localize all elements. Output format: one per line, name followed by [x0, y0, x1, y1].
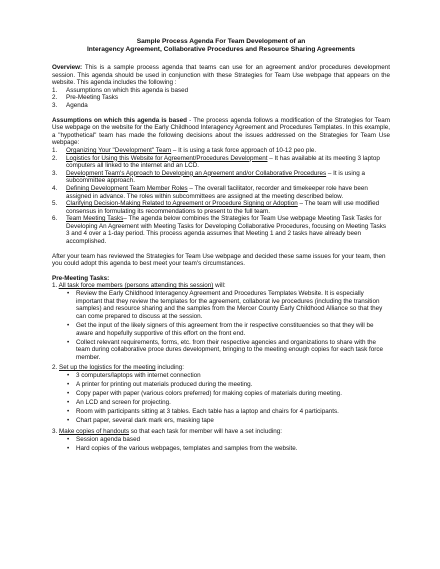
item-text: – It has available at its meeting 3 laptop computers all linked to the internet and an LCD. — [66, 154, 380, 170]
item-number: 1. — [52, 86, 58, 94]
group-heading-link: Make copies of handouts — [59, 428, 130, 436]
bullet-item: • Collect relevant requirements, forms, etc. from their respective agencies and organizations to share with the team during collaborative proce dures development, bringing to the meeting enough copies for each task force member. — [76, 339, 390, 362]
item-text: Agenda — [66, 101, 88, 109]
group-number: 3. — [52, 428, 58, 436]
overview-item — [52, 94, 390, 102]
bullet-item: • An LCD and screen for projecting. — [76, 399, 390, 407]
assumption-link[interactable]: Development Team's Approach to Developing an Agreement and/or Collaborative Procedures — [66, 169, 327, 177]
overview-text: This is a sample process agenda that teams can use for an agreement and/or procedures development session. This agenda should be used in conjunction with these Strategies for Team Use webpage that appears on the website. This agenda includes the following : — [52, 64, 390, 87]
assumptions-text: - The process agenda follows a modification of the Strategies for Team Use webpage on the website for the Early Childhood Interagency Agreement and Procedures Templates. In this example, a "hypothetical" team has made the following decisions about the issues addressed on the Strategies for Team Use webpage: — [52, 116, 390, 147]
item-number: 6. — [52, 215, 58, 223]
group-bullets — [52, 436, 390, 453]
group-heading-rest: will: — [213, 282, 226, 290]
item-number: 3. — [52, 169, 58, 177]
bullet-item: • Hard copies of the various webpages, templates and samples from the website. — [76, 445, 390, 453]
bullet-item: • A printer for printing out materials produced during the meeting. — [76, 381, 390, 389]
item-text: – The agenda below combines the Strategies for Team Use webpage Meeting Task Tasks for Developing An Agreement with Meeting Tasks for Developing Collaborative Procedures, focusing on Meeting Tasks 3 and 4 over a 1-day period. This process agenda assumes that Meeting 1 and 2 tasks have already been accomplished. — [66, 215, 387, 246]
item-number: 5. — [52, 200, 58, 208]
overview-item — [52, 86, 390, 95]
overview-paragraph — [52, 64, 390, 87]
assumptions-list — [52, 147, 390, 246]
item-number: 1. — [52, 146, 58, 154]
premeeting-group — [52, 428, 390, 452]
assumption-link[interactable]: Logistics for Using this Website for Agreement/Procedures Development — [66, 154, 268, 162]
item-number: 3. — [52, 101, 58, 109]
item-text: Assumptions on which this agenda is based — [66, 86, 189, 94]
assumption-item — [52, 200, 390, 215]
item-text: – It is using a task force approach of 10-12 peo ple. — [171, 146, 317, 154]
bullet-item: • Get the input of the likely signers of this agreement from the ir respective constituencies so that they will be aware and hopefully supportive of this effort on the front end. — [76, 322, 390, 337]
assumption-item — [52, 146, 390, 155]
assumption-link[interactable]: Clarifying Decision-Making Related to Agreement or Procedure Signing or Adoption — [66, 200, 298, 208]
premeeting-group — [52, 282, 390, 361]
bullet-item: • Chart paper, several dark mark ers, masking tape — [76, 417, 390, 425]
group-heading-rest: including: — [155, 364, 184, 372]
assumption-item — [52, 215, 390, 246]
group-bullets — [52, 290, 390, 361]
bullet-item: • Copy paper with paper (various colors preferred) for making copies of materials during meeting. — [76, 390, 390, 398]
item-number: 4. — [52, 184, 58, 192]
bullet-item: • Session agenda based — [76, 436, 390, 444]
assumptions-label: Assumptions on which this agenda is based — [52, 116, 187, 124]
assumptions-paragraph — [52, 117, 390, 147]
group-heading-link: Set up the logistics for the meeting — [59, 364, 156, 372]
bullet-item: • Review the Early Childhood Interagency Agreement and Procedures Templates Website. It is especially important that they review the templates for the agreement, collaborat ive procedures (including the transition samples) and resource sharing and the samples from the Mercer County Early Childhood Alliance so that they can come prepared to discuss at the session. — [76, 290, 390, 320]
premeeting-label: Pre-Meeting Tasks: — [52, 274, 110, 282]
bullet-item: • Room with participants sitting at 3 tables. Each table has a laptop and chairs for 4 participants. — [76, 408, 390, 416]
assumptions-section — [52, 117, 390, 246]
document-title — [52, 38, 390, 54]
item-text: – The team will use modified consensus in formulating its recommendations to present to the full team. — [66, 200, 380, 215]
group-heading — [52, 364, 390, 372]
overview-list — [52, 87, 390, 110]
item-number: 2. — [52, 154, 58, 162]
group-bullets — [52, 372, 390, 425]
item-number: 2. — [52, 94, 58, 102]
bullet-item: • 3 computers/laptops with internet connection — [76, 372, 390, 380]
group-heading — [52, 282, 390, 290]
premeeting-section — [52, 275, 390, 452]
assumption-link[interactable]: Organizing Your "Development" Team — [66, 146, 172, 154]
assumption-link[interactable]: Team Meeting Tasks — [66, 215, 124, 223]
after-paragraph: After your team has reviewed the Strategies for Team Use webpage and decided these same issues for your team, then you could adopt this agenda to best meet your team's circumstances. — [52, 252, 386, 268]
title-line-1: Sample Process Agenda For Team Development of an — [136, 38, 306, 45]
assumption-item — [52, 169, 390, 185]
group-heading-rest: so that each task for member will have a set including: — [129, 428, 282, 436]
group-heading — [52, 428, 390, 436]
assumption-item — [52, 184, 390, 200]
assumption-link[interactable]: Defining Development Team Member Roles — [66, 184, 188, 192]
overview-label: Overview: — [52, 64, 83, 71]
title-line-2: Interagency Agreement, Collaborative Procedures and Resource Sharing Agreements — [86, 46, 356, 53]
group-number: 2. — [52, 364, 58, 372]
premeeting-group — [52, 364, 390, 425]
group-heading-link: All task force members (persons attending this session) — [58, 282, 214, 290]
overview-item — [52, 101, 390, 110]
item-text: Pre-Meeting Tasks — [66, 94, 119, 102]
item-text: – The overall facilitator, recorder and timekeeper role have been assigned in advance. The roles within subcommittees are assigned at the meeting described below. — [66, 184, 368, 200]
overview-section — [52, 64, 390, 110]
assumption-item — [52, 154, 390, 170]
group-number: 1. — [52, 282, 58, 290]
item-text: – It is using a subcommittee approach. — [66, 169, 365, 185]
